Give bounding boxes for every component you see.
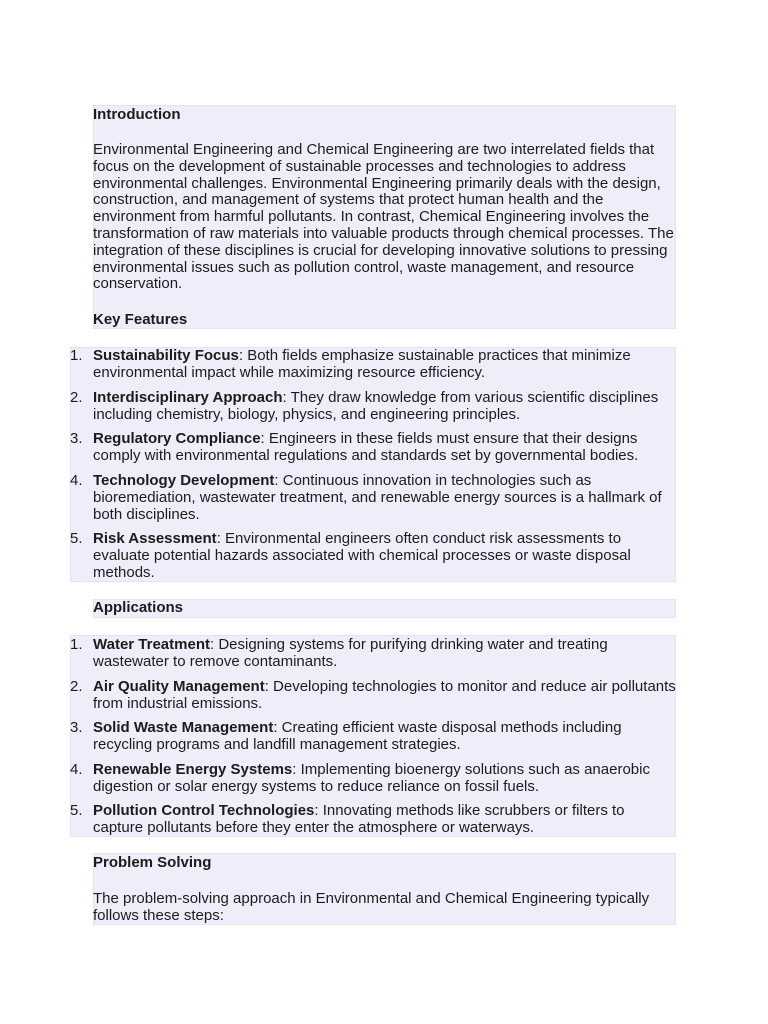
key-feature-item: [93, 347, 676, 381]
application-description: : Creating efficient waste disposal methods including recycling programs and landfill management strategies.: [93, 719, 622, 753]
application-number: 1.: [70, 636, 83, 653]
application-description: : Implementing bioenergy solutions such as anaerobic digestion or solar energy systems to reduce reliance on fossil fuels.: [93, 761, 650, 795]
application-term: Solid Waste Management: [93, 719, 274, 736]
key-feature-number: 2.: [70, 389, 83, 406]
application-number: 5.: [70, 802, 83, 819]
application-item: [93, 678, 676, 712]
application-term: Renewable Energy Systems: [93, 761, 293, 778]
application-item: [93, 761, 676, 795]
application-item: [93, 802, 676, 836]
key-feature-number: 1.: [70, 347, 83, 364]
key-feature-item: [93, 430, 676, 464]
key-feature-term: Risk Assessment: [93, 530, 217, 547]
application-number: 3.: [70, 719, 83, 736]
introduction-heading: Introduction: [93, 106, 181, 123]
key-feature-number: 5.: [70, 530, 83, 547]
key-feature-term: Regulatory Compliance: [93, 430, 261, 447]
key-features-heading: Key Features: [93, 311, 188, 328]
key-feature-item: [93, 389, 676, 423]
key-feature-description: : Continuous innovation in technologies such as bioremediation, wastewater treatment, and renewable energy sources is a hallmark of both disciplines.: [93, 472, 662, 523]
application-number: 2.: [70, 678, 83, 695]
application-term: Pollution Control Technologies: [93, 802, 315, 819]
key-feature-number: 3.: [70, 430, 83, 447]
application-number: 4.: [70, 761, 83, 778]
key-feature-item: [93, 472, 676, 523]
key-feature-number: 4.: [70, 472, 83, 489]
application-term: Water Treatment: [93, 636, 210, 653]
application-description: : Designing systems for purifying drinking water and treating wastewater to remove contaminants.: [93, 636, 608, 670]
application-term: Air Quality Management: [93, 678, 265, 695]
key-feature-term: Interdisciplinary Approach: [93, 389, 283, 406]
application-description: : Innovating methods like scrubbers or filters to capture pollutants before they enter the atmosphere or waterways.: [93, 802, 625, 836]
key-feature-item: [93, 530, 676, 581]
problem-solving-heading: Problem Solving: [93, 854, 212, 871]
key-feature-description: : They draw knowledge from various scientific disciplines including chemistry, biology, physics, and engineering principles.: [93, 389, 659, 423]
application-description: : Developing technologies to monitor and reduce air pollutants from industrial emissions.: [93, 678, 676, 712]
key-feature-term: Sustainability Focus: [93, 347, 239, 364]
introduction-paragraph: Environmental Engineering and Chemical Engineering are two interrelated fields that focus on the development of sustainable processes and technologies to address environmental challenges. Environmental Engineering primarily deals with the design, construction, and management of systems that protect human health and the environment from harmful pollutants. In contrast, Chemical Engineering involves the transformation of raw materials into valuable products through chemical processes. The integration of these disciplines is crucial for developing innovative solutions to pressing environmental issues such as pollution control, waste management, and resource conservation.: [93, 141, 674, 293]
key-feature-description: : Environmental engineers often conduct risk assessments to evaluate potential hazards associated with chemical processes or waste disposal methods.: [93, 530, 631, 581]
application-item: [93, 636, 676, 670]
applications-heading: Applications: [93, 599, 184, 616]
application-item: [93, 719, 676, 753]
problem-solving-paragraph: The problem-solving approach in Environmental and Chemical Engineering typically follows these steps:: [93, 890, 650, 924]
key-feature-description: : Both fields emphasize sustainable practices that minimize environmental impact while maximizing resource efficiency.: [93, 347, 631, 381]
key-feature-description: : Engineers in these fields must ensure that their designs comply with environmental regulations and standards set by governmental bodies.: [93, 430, 639, 464]
key-feature-term: Technology Development: [93, 472, 275, 489]
